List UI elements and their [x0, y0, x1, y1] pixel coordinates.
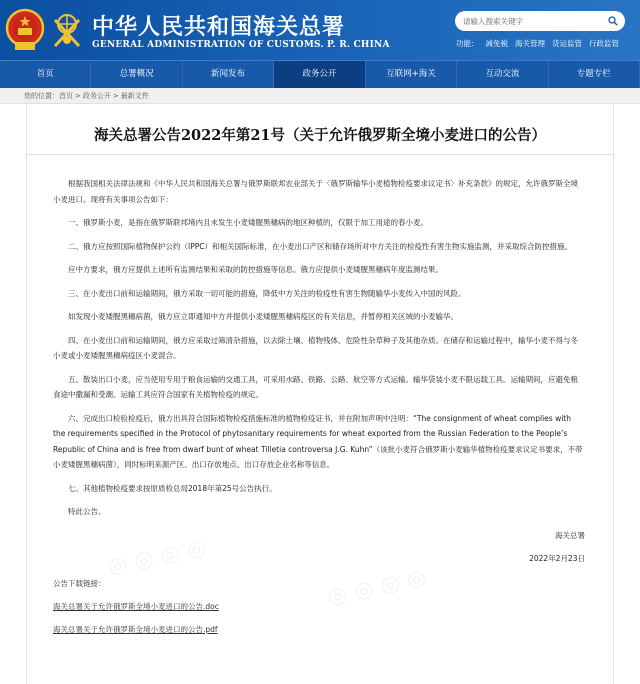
article-paragraph: 一、俄罗斯小麦，是指在俄罗斯联邦境内且未发生小麦矮腥黑穗病的地区种植的，仅限于加工用途的春小麦。: [68, 218, 428, 227]
customs-logo-icon: [50, 10, 84, 52]
nav-internet-plus-customs[interactable]: 互联网+海关: [366, 61, 457, 88]
article-container: [26, 104, 614, 684]
download-link-doc[interactable]: 海关总署关于允许俄罗斯全境小麦进口的公告.doc: [53, 601, 219, 611]
article-paragraph: 三、在小麦出口前和运输期间，俄方采取一切可能的措施，降低中方关注的检疫性有害生物随输华小麦传入中国的风险。: [68, 288, 466, 298]
article-signature: 海关总署: [555, 530, 585, 540]
article-paragraph: 七、其他植物检疫要求按原质检总局2018年第25号公告执行。: [68, 483, 277, 493]
search-icon[interactable]: [608, 16, 618, 26]
breadcrumb: 您的位置：首页 > 政务公开 > 最新文件: [0, 88, 640, 104]
article-paragraph: 六、完成出口检验检疫后，俄方出具符合国际植物检疫措施标准的植物检疫证书，并在附加声明中注明：“The consignment of wheat complies with the requirements specified in the Protocol of phytosanitary requirements for wheat exported from the Russian Federation to the People’s Republic of China and is free from dwarf bunt of wheat Tilletia controversa J.G. Kuhn”（该批小麦符合俄罗斯小麦输华植物检疫要求议定书要求，不带小麦矮腥黑穗病菌），同时标明来源产区、出口存放地点、出口存放企业名称等信息。: [53, 413, 583, 469]
search-input[interactable]: [463, 17, 608, 26]
article-paragraph: 特此公告。: [68, 507, 106, 516]
quick-link-customs-management[interactable]: 海关管理: [515, 39, 545, 48]
quick-link-admin-supervision[interactable]: 行政监管: [589, 39, 619, 48]
quick-links: [456, 38, 619, 49]
site-title-en: GENERAL ADMINISTRATION OF CUSTOMS. P. R. CHINA: [92, 40, 390, 50]
article-paragraph: 应中方要求，俄方应提供上述所有监测结果和采取的防控措施等信息。俄方应提供小麦矮腥黑穗病年度监测结果。: [68, 265, 443, 274]
title-divider: [27, 154, 613, 155]
article-title: 海关总署公告2022年第21号（关于允许俄罗斯全境小麦进口的公告）: [93, 127, 547, 144]
quick-links-label: 功能：: [456, 39, 479, 48]
nav-news[interactable]: 新闻发布: [183, 61, 274, 88]
site-title-cn: 中华人民共和国海关总署: [92, 14, 346, 40]
main-nav: [0, 60, 640, 88]
download-label: 公告下载链接：: [53, 578, 106, 588]
article-paragraph: 五、散装出口小麦，应当使用专用于粮食运输的交通工具，可采用水路、铁路、公路、航空等方式运输。输华袋装小麦不限运载工具。运输期间，应避免粮食途中撒漏和受潮。运输工具应符合国家有关植物检疫的规定。: [53, 374, 578, 399]
download-link-pdf[interactable]: 海关总署关于允许俄罗斯全境小麦进口的公告.pdf: [53, 624, 218, 634]
article-date: 2022年2月23日: [529, 553, 585, 563]
nav-interaction[interactable]: 互动交流: [457, 61, 548, 88]
article-paragraph: 四、在小麦出口前和运输期间，俄方应采取过筛清杂措施，以去除土壤、植物残体、危险性杂草种子及其他杂质。在储存和运输过程中，输华小麦不得与冬小麦或小麦矮腥黑穗病疫区小麦混合。: [53, 335, 578, 360]
article-paragraph: 根据我国相关法律法规和《中华人民共和国海关总署与俄罗斯联邦农业部关于〈俄罗斯输华小麦植物检疫要求议定书〉补充条款》的规定，允许俄罗斯全境小麦进口。现将有关事项公告如下：: [53, 179, 578, 204]
nav-special-topics[interactable]: 专题专栏: [549, 61, 640, 88]
quick-link-cargo-supervision[interactable]: 货运监管: [552, 39, 582, 48]
nav-overview[interactable]: 总署概况: [91, 61, 182, 88]
nav-home[interactable]: 首页: [0, 61, 91, 88]
article-paragraph: 如发现小麦矮腥黑穗病菌，俄方应立即通知中方并提供小麦矮腥黑穗病疫区的有关信息，并暂停相关区域的小麦输华。: [68, 312, 458, 321]
breadcrumb-home[interactable]: 首页: [59, 92, 73, 100]
breadcrumb-latest-files[interactable]: 最新文件: [120, 92, 149, 100]
article-body: [53, 176, 585, 635]
article-paragraph: 二、俄方应按照国际植物保护公约（IPPC）和相关国际标准，在小麦出口产区和储存场所对中方关注的检疫性有害生物实施监测，并采取综合防控措施。: [68, 241, 572, 251]
watermark-decoration: ◎ ◎ ◎ ◎: [105, 533, 209, 581]
watermark-decoration: ◎ ◎ ◎ ◎: [325, 563, 429, 611]
site-header: [0, 0, 640, 60]
breadcrumb-government-affairs[interactable]: 政务公开: [82, 92, 111, 100]
national-emblem-icon: [5, 6, 45, 52]
nav-government-affairs[interactable]: 政务公开: [274, 61, 365, 88]
breadcrumb-prefix: 您的位置：: [24, 92, 59, 100]
search-box: [455, 11, 625, 31]
quick-link-tax-exemption[interactable]: 减免税: [485, 39, 508, 48]
